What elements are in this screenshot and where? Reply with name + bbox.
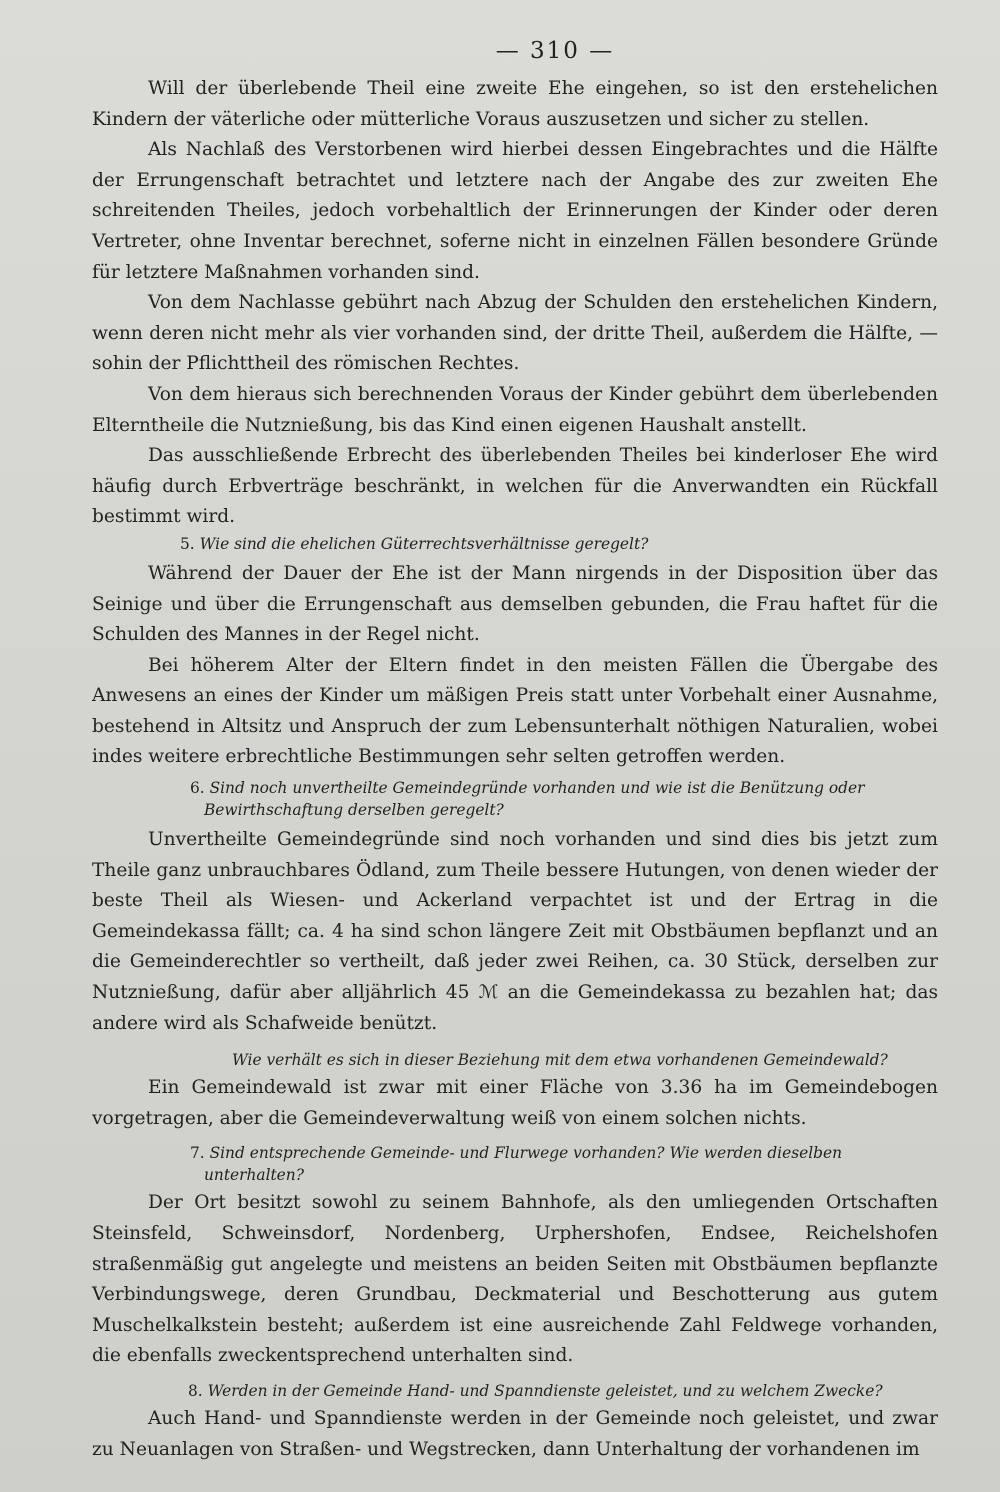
question-6-number: 6.: [190, 779, 205, 798]
paragraph-9: Ein Gemeindewald ist zwar mit einer Fläche von 3.36 ha im Gemeindebogen vorgetragen, aber die Gemeindeverwaltung weiß von einem solchen nichts.: [92, 1077, 938, 1129]
paragraph-2: Als Nachlaß des Verstorbenen wird hierbei dessen Eingebrachtes und die Hälfte der Errungenschaft betrachtet und letztere nach der Angabe des zur zweiten Ehe schreitenden Theiles, jedoch vorbehaltlich der Erinnerungen der Kinder oder deren Vertreter, ohne Inventar berechnet, soferne nicht in einzelnen Fällen besondere Gründe für letztere Maßnahmen vorhanden sind.: [92, 139, 938, 283]
question-7-text: Sind entsprechende Gemeinde- und Flurwege vorhanden? Wie werden dieselben unterhalten?: [204, 1144, 842, 1185]
question-8-text: Werden in der Gemeinde Hand- und Spanndienste geleistet, und zu welchem Zwecke?: [207, 1381, 883, 1400]
question-5-number: 5.: [180, 534, 195, 553]
paragraph-4: Von dem hieraus sich berechnenden Voraus der Kinder gebührt dem überlebenden Elterntheile die Nutznießung, bis das Kind einen eigenen Haushalt anstellt.: [92, 383, 938, 436]
paragraph-10: Der Ort besitzt sowohl zu seinem Bahnhofe, als den umliegenden Ortschaften Steinsfeld, Schweinsdorf, Nordenberg, Urphershofen, Endsee, Reichelshofen straßenmäßig gut angelegte und meistens an beiden Seiten mit Obstbäumen bepflanzte Verbindungswege, deren Grundbau, Deckmaterial und Beschotterung aus gutem Muschelkalkstein besteht; außerdem ist eine ausreichende Zahl Feldwege vorhanden, die ebenfalls zweckentsprechend unterhalten sind.: [92, 1192, 938, 1367]
paragraph-6: Während der Dauer der Ehe ist der Mann nirgends in der Disposition über das Seinige und über die Errungenschaft aus demselben gebunden, die Frau haftet für die Schulden des Mannes in der Regel nicht.: [92, 562, 938, 646]
question-6b-text: Wie verhält es sich in dieser Beziehung mit dem etwa vorhandenen Gemeindewald?: [232, 1051, 888, 1070]
paragraph-8: Unvertheilte Gemeindegründe sind noch vorhanden und sind dies bis jetzt zum Theile ganz unbrauchbares Ödland, zum Theile bessere Hutungen, von denen wieder der beste Theil als Wiesen- und Ackerland verpachtet ist und der Ertrag in die Gemeindekassa fällt; ca. 4 ha sind schon längere Zeit mit Obstbäumen bepflanzt und an die Gemeinderechtler so vertheilt, daß jeder zwei Reihen, ca. 30 Stück, derselben zur Nutznießung, dafür aber alljährlich 45 ℳ an die Gemeindekassa zu bezahlen hat; das andere wird als Schafweide benützt.: [92, 829, 938, 1034]
question-5: [92, 533, 938, 555]
paragraph-1: Will der überlebende Theil eine zweite Ehe eingehen, so ist den erstehelichen Kindern der väterliche oder mütterliche Voraus auszusetzen und sicher zu stellen.: [92, 78, 938, 130]
question-5-text: Wie sind die ehelichen Güterrechtsverhältnisse geregelt?: [199, 534, 649, 553]
paragraph-11: Auch Hand- und Spanndienste werden in der Gemeinde noch geleistet, und zwar zu Neuanlagen von Straßen- und Wegstrecken, dann Unterhaltung der vorhandenen im: [92, 1407, 938, 1460]
question-8: [92, 1380, 938, 1402]
question-7-number: 7.: [190, 1144, 205, 1163]
page-number: — 310 —: [495, 38, 615, 64]
question-6b: [92, 1049, 938, 1071]
question-7: [92, 1142, 938, 1186]
question-6-text: Sind noch unvertheilte Gemeindegründe vorhanden und wie ist die Benützung oder Bewirthschaftung derselben geregelt?: [204, 779, 865, 820]
question-6: [92, 777, 938, 821]
paragraph-3: Von dem Nachlasse gebührt nach Abzug der Schulden den erstehelichen Kindern, wenn deren nicht mehr als vier vorhanden sind, der dritte Theil, außerdem die Hälfte, — sohin der Pflichttheil des römischen Rechtes.: [92, 292, 938, 375]
question-8-number: 8.: [188, 1381, 203, 1400]
paragraph-5: Das ausschließende Erbrecht des überlebenden Theiles bei kinderloser Ehe wird häufig durch Erbverträge beschränkt, in welchen für die Anverwandten ein Rückfall bestimmt wird.: [92, 445, 938, 528]
paragraph-7: Bei höherem Alter der Eltern findet in den meisten Fällen die Übergabe des Anwesens an eines der Kinder um mäßigen Preis statt unter Vorbehalt einer Ausnahme, bestehend in Altsitz und Anspruch der zum Lebensunterhalt nöthigen Naturalien, wobei indes weitere erbrechtliche Bestimmungen sehr selten getroffen werden.: [92, 654, 938, 768]
